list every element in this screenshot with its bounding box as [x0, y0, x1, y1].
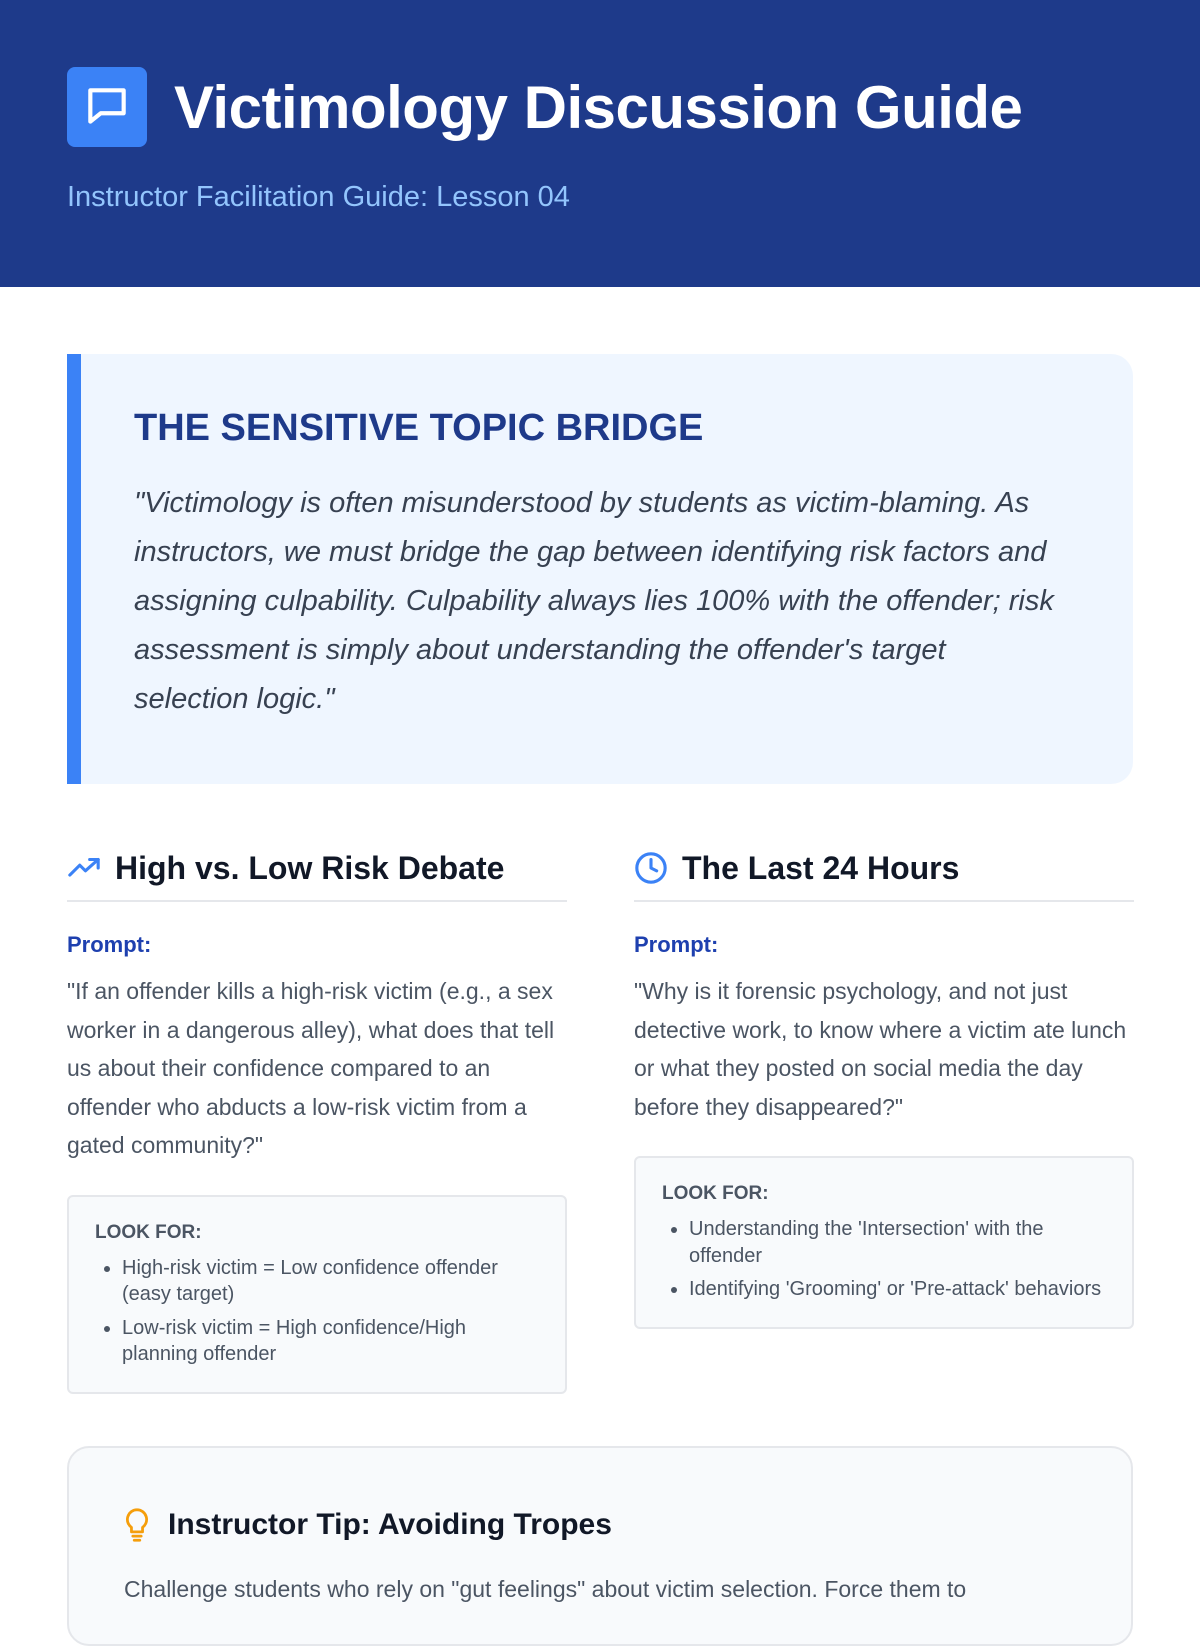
tip-text: Challenge students who rely on "gut feelings" about victim selection. Force them to	[124, 1576, 967, 1602]
section-risk-debate	[67, 836, 567, 1394]
section-title: High vs. Low Risk Debate	[115, 849, 505, 886]
look-for-label: LOOK FOR:	[95, 1221, 202, 1243]
prompt-label: Prompt:	[634, 932, 719, 957]
look-for-list	[95, 1255, 539, 1368]
look-for-label: LOOK FOR:	[662, 1183, 769, 1204]
sensitive-topic-callout	[67, 354, 1133, 784]
instructor-tip-card	[67, 1446, 1133, 1646]
trending-up-icon	[67, 851, 101, 885]
section-title: The Last 24 Hours	[682, 849, 960, 886]
look-for-box	[634, 1156, 1134, 1329]
clock-icon	[634, 851, 668, 885]
section-header	[634, 836, 1134, 902]
tip-title: Instructor Tip: Avoiding Tropes	[168, 1508, 612, 1541]
callout-quote: "Victimology is often misunderstood by students as victim-blaming. As instructors, we must bridge the gap between identifying risk factors and assigning culpability. Culpability always lies 100% with the offender; risk assessment is simply about understanding the offender's target selection logic."	[134, 487, 1054, 715]
page-title: Victimology Discussion Guide	[174, 74, 1023, 141]
prompt-label: Prompt:	[67, 932, 152, 957]
look-for-list	[662, 1216, 1106, 1303]
header-banner	[0, 0, 1200, 287]
prompt-text: "If an offender kills a high-risk victim (e.g., a sex worker in a dangerous alley), what does that tell us about their confidence compared to an offender who abducts a low-risk victim from a gated community?"	[67, 978, 555, 1158]
list-item: • Understanding the 'Intersection' with the offender	[689, 1216, 1106, 1269]
look-for-box	[67, 1195, 567, 1394]
list-item: • High-risk victim = Low confidence offender (easy target)	[122, 1255, 539, 1308]
chat-bubble-icon	[67, 67, 147, 147]
page-subtitle: Instructor Facilitation Guide: Lesson 04	[67, 181, 570, 213]
lightbulb-icon	[124, 1506, 154, 1544]
section-header	[67, 836, 567, 902]
tip-header	[124, 1506, 612, 1544]
list-item: • Identifying 'Grooming' or 'Pre-attack' behaviors	[689, 1276, 1106, 1303]
prompt-text: "Why is it forensic psychology, and not just detective work, to know where a victim ate lunch or what they posted on social media the day before they disappeared?"	[634, 978, 1127, 1120]
callout-title: THE SENSITIVE TOPIC BRIDGE	[134, 407, 704, 449]
section-last-24-hours	[634, 836, 1134, 1329]
list-item: • Low-risk victim = High confidence/High planning offender	[122, 1315, 539, 1368]
